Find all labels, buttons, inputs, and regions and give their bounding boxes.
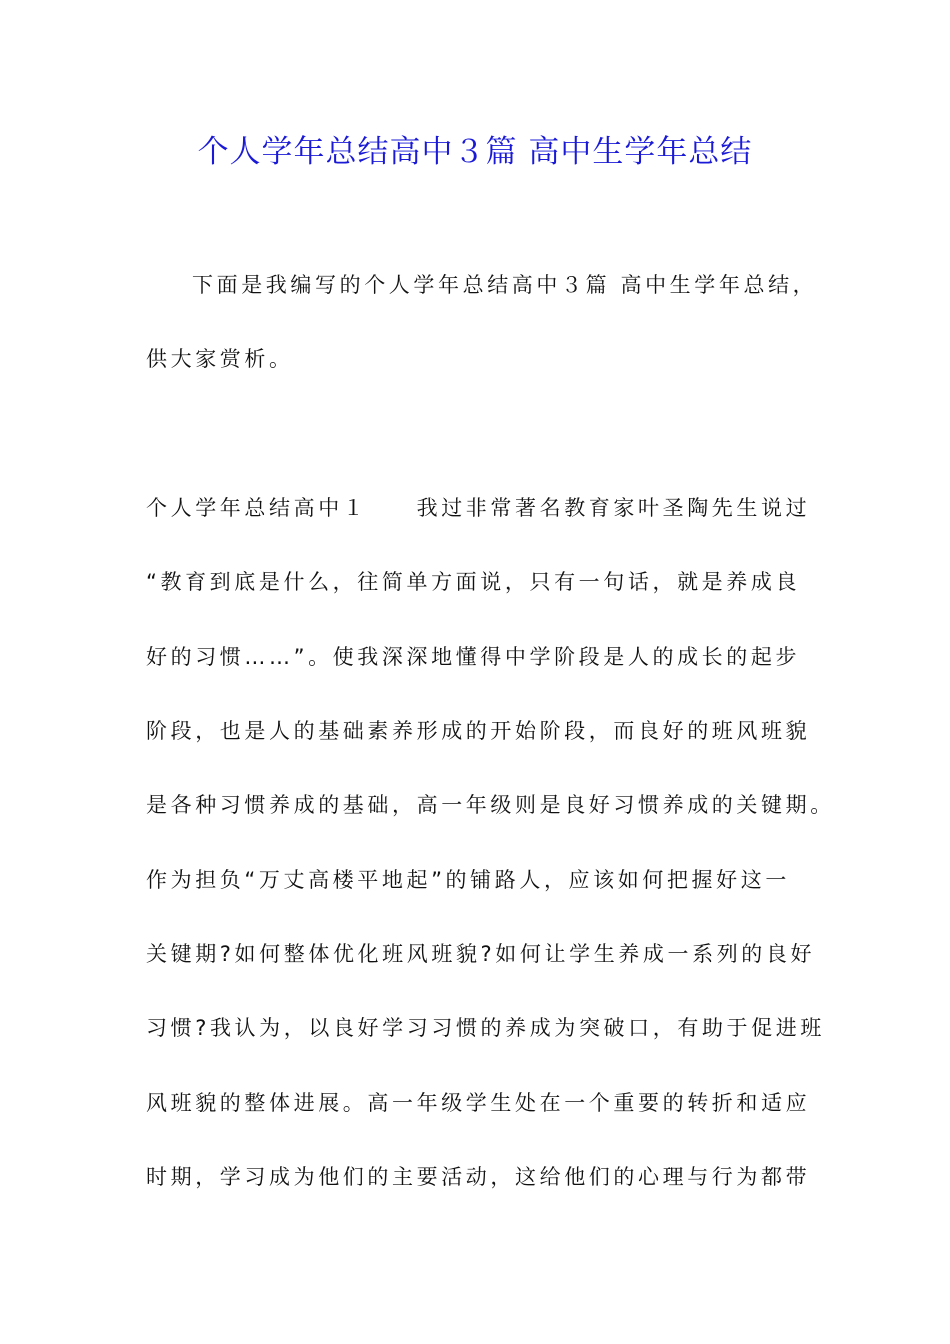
body-line: 风班貌的整体进展。高一年级学生处在一个重要的转折和适应 xyxy=(146,1091,811,1115)
intro-line: 供大家赏析。 xyxy=(146,347,294,371)
body-line: 阶段，也是人的基础素养形成的开始阶段，而良好的班风班貌 xyxy=(146,719,811,743)
intro-line: 下面是我编写的个人学年总结高中３篇 高中生学年总结， xyxy=(192,273,818,297)
body-line: “教育到底是什么，往简单方面说，只有一句话，就是养成良 xyxy=(146,570,801,594)
document-title: 个人学年总结高中３篇 高中生学年总结 xyxy=(197,134,753,170)
body-line: 个人学年总结高中１ 我过非常著名教育家叶圣陶先生说过 xyxy=(146,496,811,520)
body-line: 习惯?我认为，以良好学习习惯的养成为突破口，有助于促进班 xyxy=(146,1016,825,1040)
body-line: 关键期?如何整体优化班风班貌?如何让学生养成一系列的良好 xyxy=(146,942,816,966)
body-line: 好的习惯……”。使我深深地懂得中学阶段是人的成长的起步 xyxy=(146,645,801,669)
body-line: 作为担负“万丈高楼平地起”的铺路人，应该如何把握好这一 xyxy=(146,868,790,892)
body-line: 是各种习惯养成的基础，高一年级则是良好习惯养成的关键期。 xyxy=(146,793,835,817)
body-line: 时期，学习成为他们的主要活动，这给他们的心理与行为都带 xyxy=(146,1165,811,1189)
